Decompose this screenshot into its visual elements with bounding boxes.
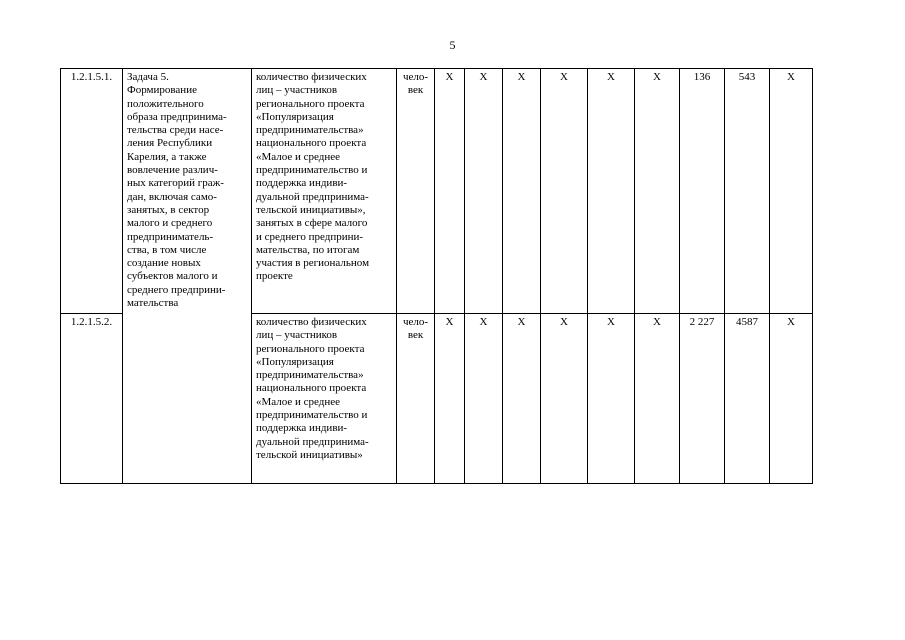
unit-line: век: [407, 84, 424, 97]
indicator-line: поддержка индиви-: [256, 177, 348, 190]
value-cell: X: [435, 314, 465, 484]
indicator-line: предпринимательство и: [256, 164, 368, 177]
indicator-cell: [252, 314, 397, 484]
task-line: положительного: [127, 97, 204, 110]
indicator-line: проекте: [256, 270, 293, 283]
indicator-line: национального проекта: [256, 137, 367, 150]
task-line: ства, в том числе: [127, 243, 207, 256]
value-cell: X: [465, 69, 503, 314]
indicator-line: «Малое и среднее: [256, 395, 341, 408]
unit-cell: [397, 314, 435, 484]
value-cell: X: [770, 69, 813, 314]
task-line: предприниматель-: [127, 230, 214, 243]
value-cell: 4587: [725, 314, 770, 484]
indicator-line: занятых в сфере малого: [256, 217, 368, 230]
indicator-line: «Популяризация: [256, 355, 334, 368]
unit-line: век: [407, 329, 424, 342]
task-line: ных категорий граж-: [127, 177, 224, 190]
unit-cell: [397, 69, 435, 314]
indicator-line: «Малое и среднее: [256, 150, 341, 163]
indicator-line: количество физических: [256, 71, 367, 83]
value-cell: X: [588, 69, 635, 314]
indicator-line: поддержка индиви-: [256, 422, 348, 435]
page-number: 5: [449, 38, 456, 52]
row-code: 1.2.1.5.2.: [61, 314, 123, 484]
indicator-line: тельской инициативы»: [256, 448, 363, 461]
task-line: среднего предприни-: [127, 283, 226, 296]
value-cell: 543: [725, 69, 770, 314]
value-cell: 136: [680, 69, 725, 314]
indicator-line: тельской инициативы»,: [256, 203, 366, 216]
unit-line: чело-: [402, 71, 429, 83]
value-cell: X: [465, 314, 503, 484]
task-line: дан, включая само-: [127, 190, 217, 203]
task-line: тельства среди насе-: [127, 124, 224, 137]
task-line: создание новых: [127, 257, 201, 270]
indicator-line: предпринимательства»: [256, 369, 364, 382]
task-line: Задача 5.: [127, 71, 169, 83]
task-line: субъектов малого и: [127, 270, 218, 283]
task-line: мательства: [127, 297, 179, 310]
task-cell: [123, 69, 252, 484]
task-line: занятых, в сектор: [127, 203, 210, 216]
indicator-line: и среднего предприни-: [256, 230, 364, 243]
indicators-table: [60, 68, 813, 484]
indicator-line: дуальной предпринима-: [256, 190, 369, 203]
task-line: Формирование: [127, 84, 197, 97]
indicator-line: регионального проекта: [256, 342, 365, 355]
value-cell: X: [503, 69, 541, 314]
table-row: [61, 69, 813, 314]
indicator-line: лиц – участников: [256, 329, 338, 342]
indicator-line: лиц – участников: [256, 84, 338, 97]
indicator-cell: [252, 69, 397, 314]
task-line: Карелия, а также: [127, 150, 207, 163]
indicator-line: количество физических: [256, 316, 367, 328]
value-cell: X: [635, 314, 680, 484]
value-cell: X: [588, 314, 635, 484]
task-line: малого и среднего: [127, 217, 213, 230]
value-cell: X: [635, 69, 680, 314]
value-cell: 2 227: [680, 314, 725, 484]
unit-line: чело-: [402, 316, 429, 328]
value-cell: X: [503, 314, 541, 484]
row-code: 1.2.1.5.1.: [61, 69, 123, 314]
indicator-line: регионального проекта: [256, 97, 365, 110]
task-line: ления Республики: [127, 137, 213, 150]
value-cell: X: [541, 314, 588, 484]
value-cell: X: [435, 69, 465, 314]
task-line: образа предпринима-: [127, 110, 227, 123]
indicator-line: мательства, по итогам: [256, 243, 360, 256]
indicator-line: предпринимательства»: [256, 124, 364, 137]
value-cell: X: [770, 314, 813, 484]
indicator-line: участия в региональном: [256, 257, 370, 270]
indicator-line: дуальной предпринима-: [256, 435, 369, 448]
indicator-line: предпринимательство и: [256, 409, 368, 422]
task-line: вовлечение различ-: [127, 164, 218, 177]
indicator-line: «Популяризация: [256, 110, 334, 123]
indicator-line: национального проекта: [256, 382, 367, 395]
value-cell: X: [541, 69, 588, 314]
